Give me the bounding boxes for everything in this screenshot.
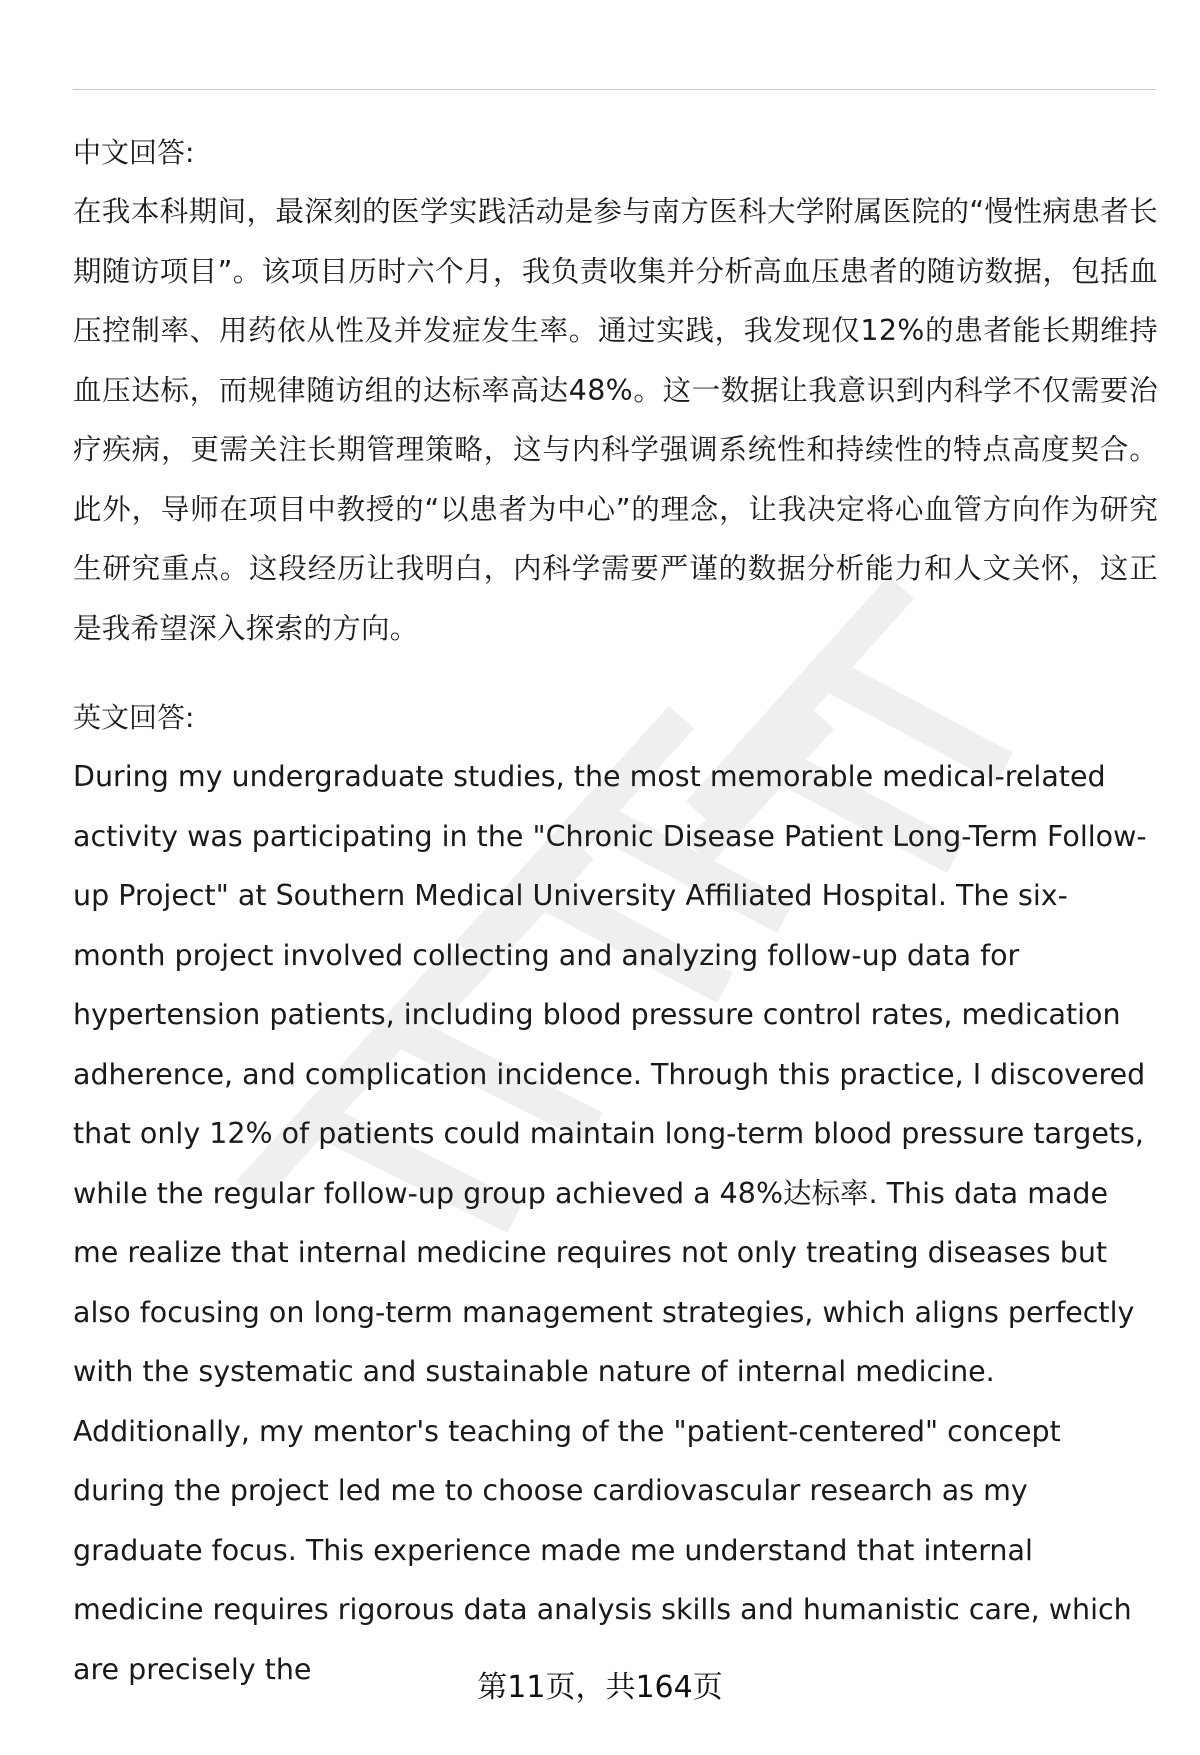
- en-answer-paragraph: During my undergraduate studies, the most memorable medical-related activity was participating in the "Chronic Disease Patient Long-Term Follow-up Project" at Southern Medical University Affiliated Hospital. The six-month project involved collecting and analyzing follow-up data for hypertension patients, including blood pressure control rates, medication adherence, and complication incidence. Through this practice, I discovered that only 12% of patients could maintain long-term blood pressure targets, while the regular follow-up group achieved a 48%达标率. This data made me realize that internal medicine requires not only treating diseases but also focusing on long-term management strategies, which aligns perfectly with the systematic and sustainable nature of internal medicine. Additionally, my mentor's teaching of the "patient-centered" concept during the project led me to choose cardiovascular research as my graduate focus. This experience made me understand that internal medicine requires rigorous data analysis skills and humanistic care, which are precisely the: [73, 760, 1147, 1686]
- en-answer-heading: 英文回答:: [73, 701, 195, 734]
- zh-answer-paragraph: 在我本科期间，最深刻的医学实践活动是参与南方医科大学附属医院的“慢性病患者长期随访项目”。该项目历时六个月，我负责收集并分析高血压患者的随访数据，包括血压控制率、用药依从性及并发症发生率。通过实践，我发现仅12%的患者能长期维持血压达标，而规律随访组的达标率高达48%。这一数据让我意识到内科学不仅需要治疗疾病，更需关注长期管理策略，这与内科学强调系统性和持续性的特点高度契合。此外，导师在项目中教授的“以患者为中心”的理念，让我决定将心血管方向作为研究生研究重点。这段经历让我明白，内科学需要严谨的数据分析能力和人文关怀，这正是我希望深入探索的方向。: [73, 195, 1158, 645]
- document-body: [73, 124, 1158, 1699]
- page-number: 第11页，共164页: [477, 1670, 723, 1705]
- header-divider: [73, 89, 1156, 90]
- zh-answer-heading: 中文回答:: [73, 136, 195, 169]
